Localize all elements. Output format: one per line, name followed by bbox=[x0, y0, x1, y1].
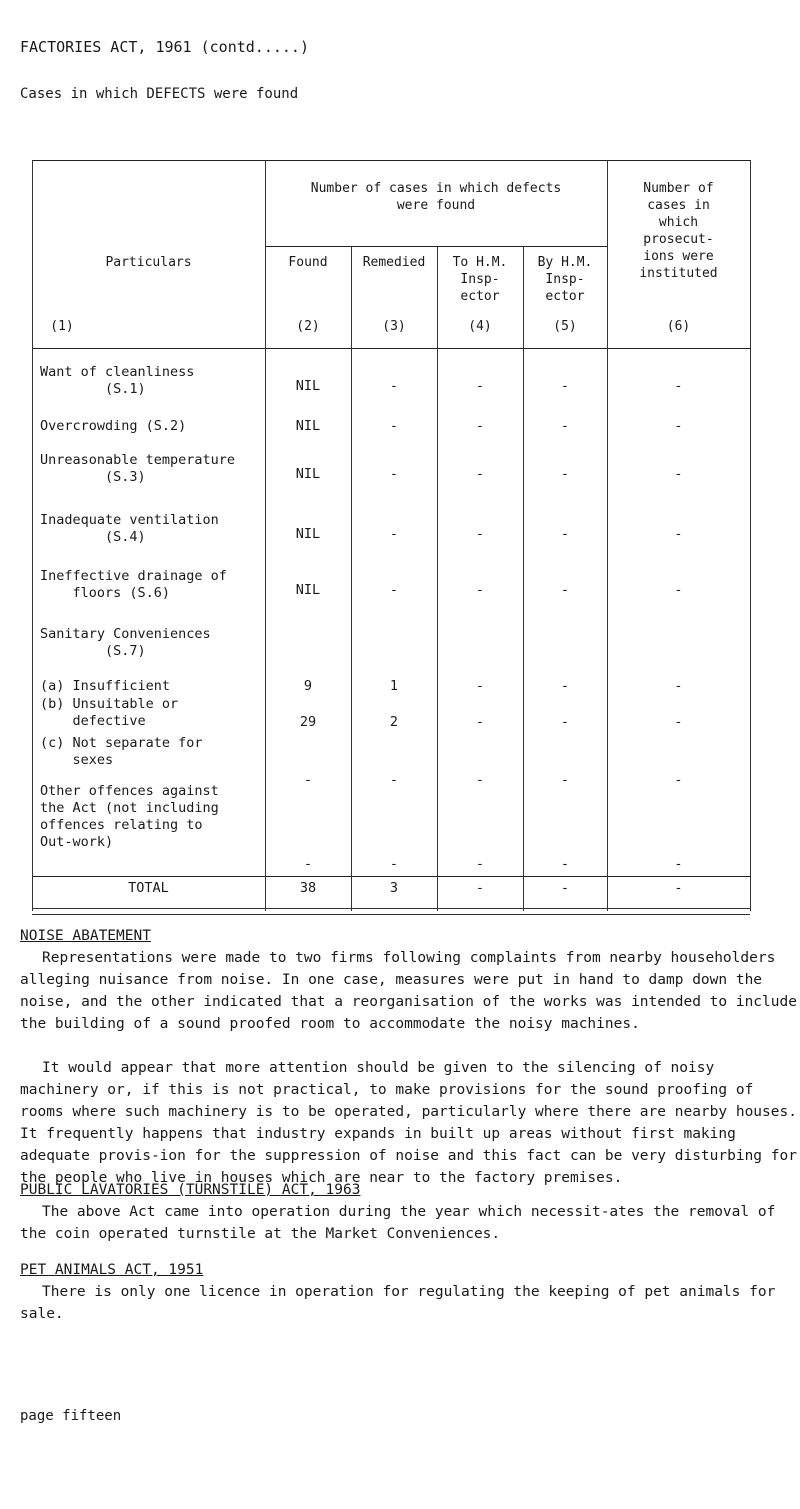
table-caption: Cases in which DEFECTS were found bbox=[20, 86, 299, 102]
page-footer: page fifteen bbox=[20, 1408, 122, 1424]
table-cell: - bbox=[475, 418, 485, 434]
table-cell: - bbox=[303, 772, 313, 788]
table-cell: - bbox=[560, 772, 570, 788]
table-cell: - bbox=[560, 418, 570, 434]
table-cell: 29 bbox=[299, 714, 317, 730]
total-cell: - bbox=[560, 880, 570, 896]
row-label: Want of cleanliness (S.1) bbox=[40, 364, 195, 397]
table-cell: - bbox=[674, 526, 683, 542]
table-cell: - bbox=[674, 856, 683, 872]
total-cell: 3 bbox=[389, 880, 399, 896]
table-cell: - bbox=[674, 418, 683, 434]
table-cell: 9 bbox=[303, 678, 313, 694]
table-cell: - bbox=[389, 466, 399, 482]
table-cell: NIL bbox=[295, 526, 321, 542]
table-cell: NIL bbox=[295, 378, 321, 394]
table-cell: - bbox=[674, 582, 683, 598]
table-cell: - bbox=[560, 378, 570, 394]
table-cell: - bbox=[674, 466, 683, 482]
header-col-6: Number of cases in which prosecut- ions were instituted bbox=[639, 181, 718, 281]
table-cell: 2 bbox=[389, 714, 399, 730]
table-cell: NIL bbox=[295, 582, 321, 598]
table-cell: NIL bbox=[295, 418, 321, 434]
paragraph: It would appear that more attention should be given to the silencing of noisy machinery or, if this is not practical, to make provisions for the sound proofing of rooms where such machinery is to be operated, particularly where there are nearby houses. It frequently happens that industry expands in built up areas without first making adequate provis-ion for the suppression of noise and this fact can be very disturbing for the people who live in houses which are near to the factory premises. bbox=[20, 1060, 797, 1186]
header-group: Number of cases in which defects were found bbox=[310, 181, 562, 213]
table-cell: - bbox=[674, 772, 683, 788]
row-label: Overcrowding (S.2) bbox=[40, 418, 187, 434]
section-title: NOISE ABATEMENT bbox=[20, 928, 151, 944]
table-cell: - bbox=[674, 378, 683, 394]
section-title: PUBLIC LAVATORIES (TURNSTILE) ACT, 1963 bbox=[20, 1182, 361, 1198]
header-col-4: To H.M. Insp- ector bbox=[452, 255, 508, 304]
page-header: FACTORIES ACT, 1961 (contd.....) bbox=[20, 38, 309, 56]
table-cell: - bbox=[389, 772, 399, 788]
header-col-5-num: (5) bbox=[553, 319, 577, 334]
table-cell: - bbox=[475, 378, 485, 394]
table-cell: - bbox=[389, 856, 399, 872]
section-title: PET ANIMALS ACT, 1951 bbox=[20, 1262, 204, 1278]
table-cell: - bbox=[475, 582, 485, 598]
paragraph: The above Act came into operation during the year which necessit-ates the removal of the coin operated turnstile at the Market Conveniences. bbox=[20, 1204, 776, 1242]
table-cell: 1 bbox=[389, 678, 399, 694]
table-cell: - bbox=[560, 526, 570, 542]
paragraph: Representations were made to two firms following complaints from nearby householders alleging nuisance from noise. In one case, measures were put in hand to damp down the noise, and the other indicated that a reorganisation of the works was intended to include the building of a sound proofed room to accommodate the noisy machines. bbox=[20, 950, 797, 1032]
table-cell: - bbox=[389, 526, 399, 542]
table-cell: - bbox=[475, 466, 485, 482]
total-cell: - bbox=[674, 880, 683, 896]
row-label: (b) Unsuitable or defective bbox=[40, 696, 179, 729]
row-label: Other offences against the Act (not including offences relating to Out-work) bbox=[40, 783, 219, 850]
row-label: (c) Not separate for sexes bbox=[40, 735, 203, 768]
table-cell: - bbox=[389, 378, 399, 394]
table-cell: - bbox=[560, 678, 570, 694]
header-col-2: Found bbox=[288, 255, 328, 270]
total-cell: - bbox=[475, 880, 485, 896]
total-cell: 38 bbox=[299, 880, 317, 896]
header-col-1: Particulars bbox=[105, 255, 192, 270]
row-label: Unreasonable temperature (S.3) bbox=[40, 452, 236, 485]
row-label: (a) Insufficient bbox=[40, 678, 171, 694]
table-cell: - bbox=[389, 418, 399, 434]
header-col-5: By H.M. Insp- ector bbox=[537, 255, 593, 304]
table-cell: - bbox=[560, 714, 570, 730]
table-cell: - bbox=[475, 678, 485, 694]
table-cell: - bbox=[560, 582, 570, 598]
row-label: Sanitary Conveniences (S.7) bbox=[40, 626, 211, 659]
table-cell: - bbox=[475, 714, 485, 730]
header-col-4-num: (4) bbox=[468, 319, 492, 334]
header-col-3: Remedied bbox=[362, 255, 426, 270]
row-label: Inadequate ventilation (S.4) bbox=[40, 512, 219, 545]
table-cell: - bbox=[674, 714, 683, 730]
row-label: Ineffective drainage of floors (S.6) bbox=[40, 568, 227, 601]
header-col-1-num: (1) bbox=[50, 319, 74, 334]
header-col-6-num: (6) bbox=[666, 319, 691, 334]
table-cell: - bbox=[560, 856, 570, 872]
paragraph: There is only one licence in operation for regulating the keeping of pet animals for sale. bbox=[20, 1284, 776, 1322]
table-cell: - bbox=[303, 856, 313, 872]
table-cell: - bbox=[475, 856, 485, 872]
table-cell: - bbox=[389, 582, 399, 598]
table-cell: - bbox=[475, 772, 485, 788]
header-col-3-num: (3) bbox=[382, 319, 406, 334]
table-cell: - bbox=[560, 466, 570, 482]
table-cell: NIL bbox=[295, 466, 321, 482]
table-cell: - bbox=[674, 678, 683, 694]
header-col-2-num: (2) bbox=[296, 319, 320, 334]
table-cell: - bbox=[475, 526, 485, 542]
total-label: TOTAL bbox=[128, 880, 169, 896]
